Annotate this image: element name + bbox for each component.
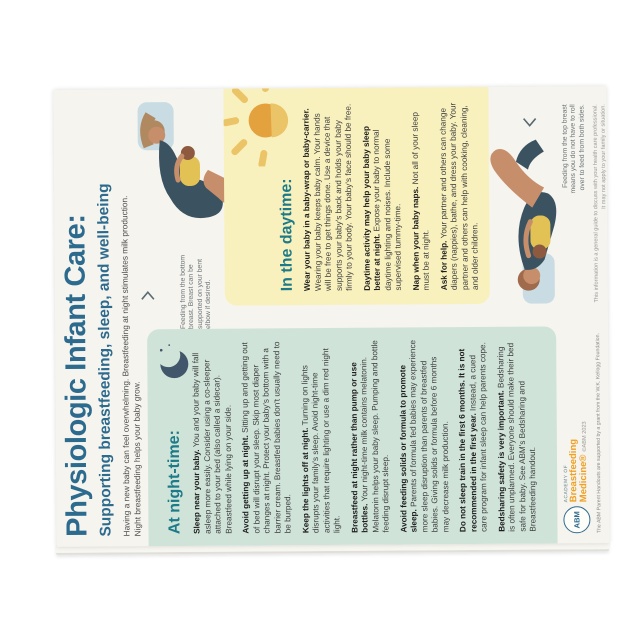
top-breast-caption: Feeding from the top breast means you do not have to roll over to feed from both sides. <box>561 104 587 194</box>
abm-breastfeeding: Breastfeeding <box>568 438 580 503</box>
page-title: Physiologic Infant Care: <box>59 214 94 537</box>
day-heading: In the daytime: <box>278 178 296 292</box>
handout-paragraph: Sleep near your baby. You and your baby will fall asleep more easily. Consider using a co-sleeper attached to your bed (also called a sidecar). Breastfeed while lying on your side. <box>191 352 234 534</box>
night-paragraphs <box>191 339 539 534</box>
abm-academy-of: ACADEMY OF <box>564 464 570 503</box>
handout-paragraph: Avoid getting up at night. Sitting up and getting out of bed will disrupt your sleep. Skip most diaper changes at night. Protect your baby's bottom with a barrier cream. Breastfed babies don't usually need to be burped. <box>240 341 293 534</box>
abm-copyright: ©ABM 2023 <box>581 421 588 452</box>
baby-head <box>533 244 547 258</box>
handout-paragraph: Nap when your baby naps. Not all of your sleep must be at night. <box>410 111 431 291</box>
crescent-moon-icon <box>155 341 191 381</box>
intro-text: Having a new baby can feel overwhelming. Breastfeeding at night stimulates milk production. Night breastfeeding helps your baby grow. <box>119 195 143 537</box>
chevron-arrow-icon <box>140 288 156 304</box>
handout-paragraph: Bedsharing safety is very important. Bedsharing is often unplanned. Everyone should make their bed safe for baby. See ABM's Bedsharing and Breastfeeding handout. <box>495 342 538 532</box>
night-heading: At night-time: <box>165 430 184 535</box>
abm-medicine: Medicine®©ABM 2023 <box>577 421 590 503</box>
disclaimer-text: This information is a general guide to discuss with your health care professional. It may not apply to your family or situation. <box>592 104 607 303</box>
footer-right <box>562 104 610 364</box>
page-subtitle: Supporting breastfeeding, sleep, and well-being <box>95 183 115 537</box>
handout-paragraph: Avoid feeding solids or formula to promote sleep. Parents of formula fed babies may experience more sleep disruption than parents of breastfed babies. Giving solids or formula before 6 months may decrease milk production. <box>397 339 451 533</box>
grant-credit-line: The ABM Parent Handouts are supported by a grant from the W.K. Kellogg Foundation. <box>595 332 603 534</box>
handout-paragraph: Do not sleep train in the first 6 months. It is not recommended in the first year. Instead, a cued care program for infant sleep can help parents cope. <box>457 342 489 533</box>
handout-paragraph: Wear your baby in a baby-wrap or baby-carrier. Wearing your baby keeps baby calm. Your hands will be free to get things done. Use a device that supports your baby's back and holds your baby firmly to your body. Your baby's face should be free. <box>301 103 354 292</box>
sun-icon <box>223 86 298 167</box>
top-breast-breastfeeding-illustration <box>472 106 568 312</box>
handout-paragraph: Breastfeed at night rather than pump or use bottles. Your night-time milk contains melatonin. Melatonin helps your baby sleep. Pumping and bottle feeding disrupt sleep. <box>348 340 391 533</box>
handout-paragraph: Ask for help. Your partner and others can change diapers (nappies), bathe, and dress your baby. Your partner and others can help with cooking, cleaning, and older children. <box>438 102 480 291</box>
bottom-breast-caption: Feeding from the bottom breast. Breast can be supported on your bent elbow if desired. <box>179 254 213 330</box>
day-section <box>223 87 490 306</box>
abm-logo-circle: ABM <box>563 506 590 533</box>
handout-paragraph: Daytime activity may help your baby sleep better at night. Expose your baby to normal daytime lighting and noises. Include some supervised tummy-time. <box>361 125 403 291</box>
handout-page <box>53 86 609 547</box>
day-paragraphs <box>302 101 482 291</box>
chevron-arrow-icon <box>522 114 538 130</box>
night-section <box>147 326 558 546</box>
handout-paragraph: Keep the lights off at night. Turning on lights disrupts your family's sleep. Avoid night-time activities that require lighting or use a dim red night light. <box>299 348 342 534</box>
